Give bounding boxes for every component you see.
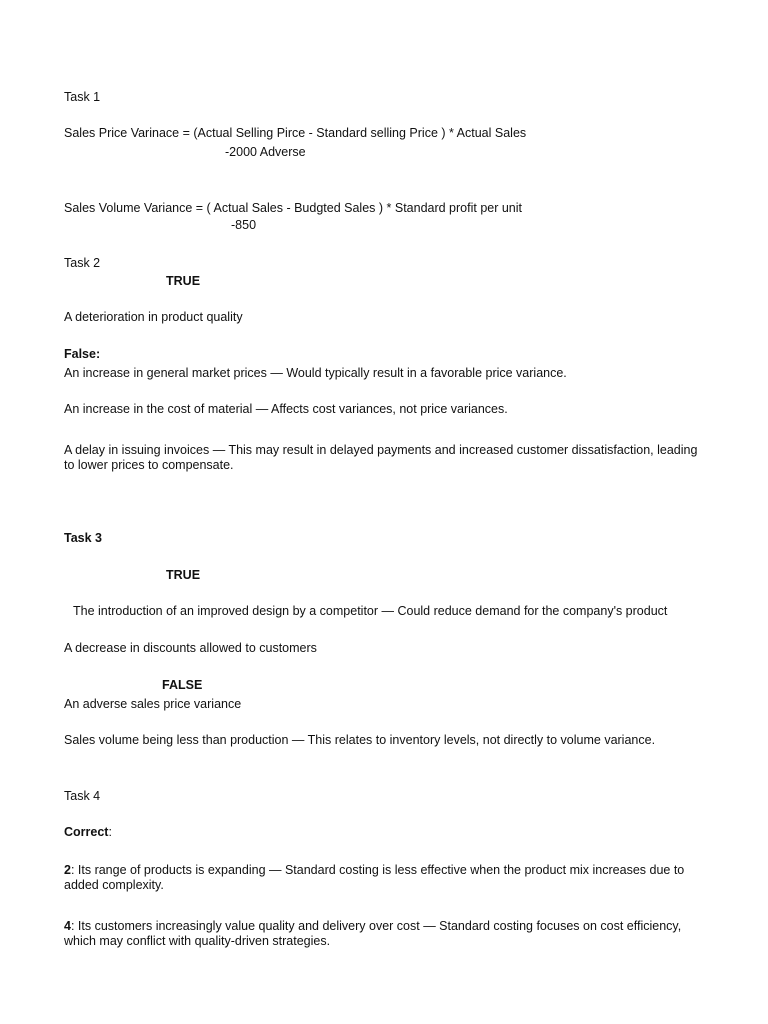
task2-false-item: An increase in the cost of material — Affects cost variances, not price variances. [64,402,508,416]
task4-correct-item [64,863,704,893]
task3-false-item: Sales volume being less than production — This relates to inventory levels, not directly to volume variance. [64,733,656,747]
task3-false-item: An adverse sales price variance [64,697,242,711]
task4-heading: Task 4 [64,789,101,803]
task2-true-label: TRUE [166,274,201,288]
item-text: : Its range of products is expanding — Standard costing is less effective when the product mix increases due to added complexity. [64,863,685,892]
sales-price-variance-result: -2000 Adverse [225,145,306,159]
task3-true-item: The introduction of an improved design by a competitor — Could reduce demand for the company's product [73,604,668,618]
sales-volume-variance-result: -850 [231,218,257,232]
correct-label-colon: : [108,825,112,839]
item-text: : Its customers increasingly value quality and delivery over cost — Standard costing focuses on cost efficiency, which may conflict with quality-driven strategies. [64,919,682,948]
sales-volume-variance-formula: Sales Volume Variance = ( Actual Sales - Budgted Sales ) * Standard profit per unit [64,201,523,215]
task3-false-label: FALSE [162,678,203,692]
task2-true-item: A deterioration in product quality [64,310,243,324]
task2-false-item: A delay in issuing invoices — This may result in delayed payments and increased customer dissatisfaction, leading to lower prices to compensate. [64,443,698,472]
task2-heading: Task 2 [64,256,101,270]
task3-true-label: TRUE [166,568,201,582]
task4-correct-label [64,825,112,840]
sales-price-variance-formula: Sales Price Varinace = (Actual Selling Pirce - Standard selling Price ) * Actual Sales [64,126,527,140]
correct-label-text: Correct [64,825,109,839]
item-number: 2 [64,863,71,877]
task2-false-item: An increase in general market prices — Would typically result in a favorable price variance. [64,366,567,380]
task2-false-label: False: [64,347,101,361]
task3-true-item: A decrease in discounts allowed to customers [64,641,317,655]
item-number: 4 [64,919,71,933]
task1-heading: Task 1 [64,90,101,104]
task4-correct-item [64,919,704,949]
task3-heading: Task 3 [64,531,102,545]
